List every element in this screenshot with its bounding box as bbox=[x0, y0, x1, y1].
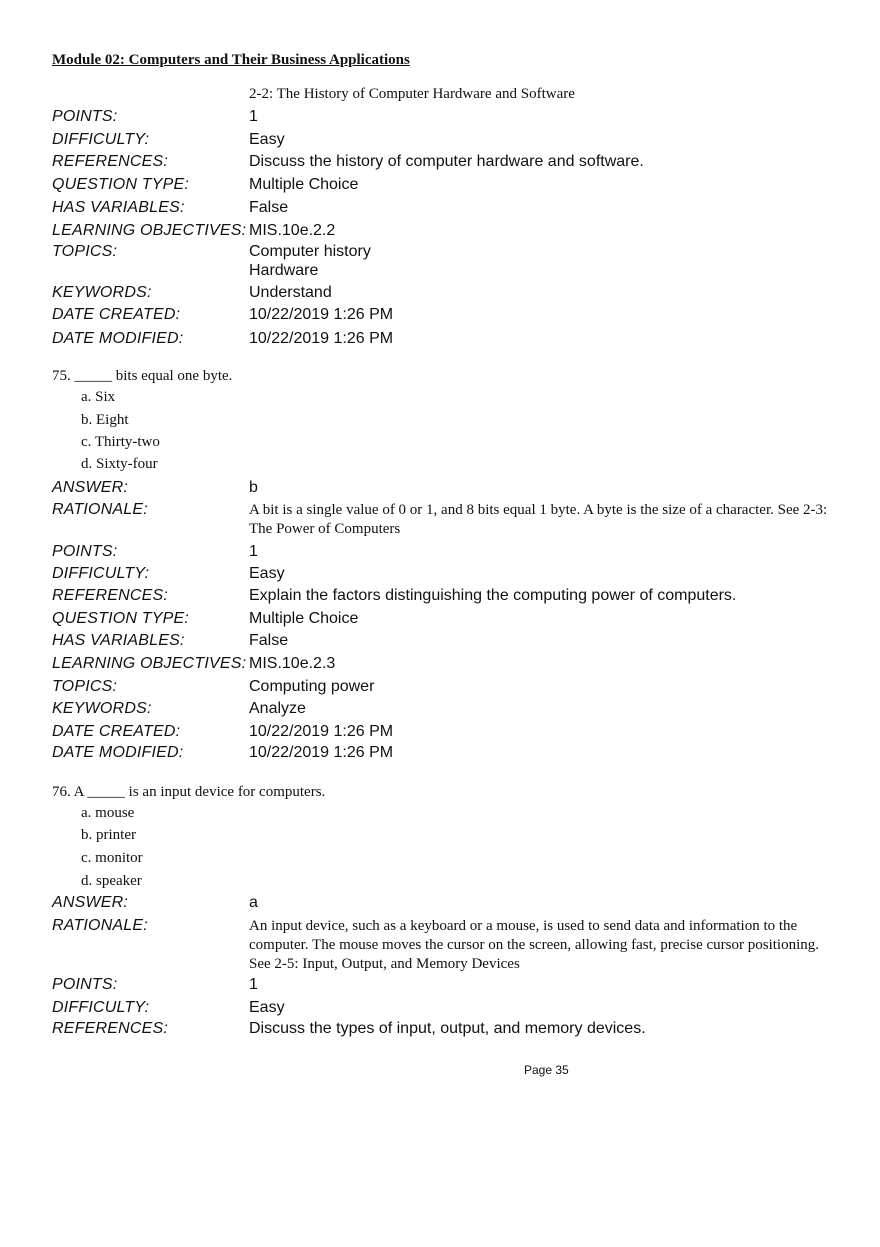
prev-topics-label: TOPICS: bbox=[52, 243, 118, 260]
prev-points-label: POINTS: bbox=[52, 108, 118, 125]
q76-rationale-label: RATIONALE: bbox=[52, 917, 148, 934]
prev-date-created-label: DATE CREATED: bbox=[52, 306, 181, 323]
q76-difficulty-label: DIFFICULTY: bbox=[52, 999, 150, 1016]
prev-references-label: REFERENCES: bbox=[52, 153, 168, 170]
prev-references-value: Discuss the history of computer hardware and software. bbox=[249, 153, 644, 170]
q75-option-d: d. Sixty-four bbox=[81, 456, 158, 472]
prev-has-variables-value: False bbox=[249, 199, 289, 216]
prev-topic-item: Computer history bbox=[249, 243, 371, 260]
q75-date-created-value: 10/22/2019 1:26 PM bbox=[249, 723, 394, 740]
page-title: Module 02: Computers and Their Business Applications bbox=[52, 52, 410, 68]
prev-rationale-tail: 2-2: The History of Computer Hardware and Software bbox=[249, 86, 575, 102]
question-76-text: 76. A _____ is an input device for computers. bbox=[52, 784, 326, 800]
q76-option-c: c. monitor bbox=[81, 850, 143, 866]
q76-points-value: 1 bbox=[249, 976, 258, 993]
q76-option-d: d. speaker bbox=[81, 873, 142, 889]
q75-topics-value: Computing power bbox=[249, 678, 375, 695]
q75-keywords-label: KEYWORDS: bbox=[52, 700, 152, 717]
prev-learning-objectives-label: LEARNING OBJECTIVES: bbox=[52, 222, 247, 239]
q75-answer-value: b bbox=[249, 479, 258, 496]
q75-question-type-label: QUESTION TYPE: bbox=[52, 610, 190, 627]
prev-learning-objectives-value: MIS.10e.2.2 bbox=[249, 222, 336, 239]
q75-option-c: c. Thirty-two bbox=[81, 434, 160, 450]
q75-option-b: b. Eight bbox=[81, 412, 129, 428]
q76-references-value: Discuss the types of input, output, and memory devices. bbox=[249, 1020, 646, 1037]
q76-references-label: REFERENCES: bbox=[52, 1020, 168, 1037]
q75-points-value: 1 bbox=[249, 543, 258, 560]
q75-answer-label: ANSWER: bbox=[52, 479, 129, 496]
q75-has-variables-value: False bbox=[249, 632, 289, 649]
q76-difficulty-value: Easy bbox=[249, 999, 285, 1016]
prev-question-type-value: Multiple Choice bbox=[249, 176, 359, 193]
q75-date-modified-label: DATE MODIFIED: bbox=[52, 744, 184, 761]
prev-keywords-value: Understand bbox=[249, 284, 332, 301]
q75-difficulty-label: DIFFICULTY: bbox=[52, 565, 150, 582]
q76-rationale-value: An input device, such as a keyboard or a mouse, is used to send data and information to the computer. The mouse moves the cursor on the screen, allowing fast, precise cursor positioning. See 2-5: Input, Output, and Memory Devices bbox=[249, 918, 819, 972]
q76-answer-label: ANSWER: bbox=[52, 894, 129, 911]
prev-difficulty-value: Easy bbox=[249, 131, 285, 148]
q75-date-modified-value: 10/22/2019 1:26 PM bbox=[249, 744, 394, 761]
prev-question-type-label: QUESTION TYPE: bbox=[52, 176, 190, 193]
q75-rationale-label: RATIONALE: bbox=[52, 501, 148, 518]
prev-has-variables-label: HAS VARIABLES: bbox=[52, 199, 185, 216]
q76-option-b: b. printer bbox=[81, 827, 136, 843]
prev-date-created-value: 10/22/2019 1:26 PM bbox=[249, 306, 394, 323]
q75-references-value: Explain the factors distinguishing the computing power of computers. bbox=[249, 587, 737, 604]
prev-date-modified-label: DATE MODIFIED: bbox=[52, 330, 184, 347]
page-number: Page 35 bbox=[524, 1063, 569, 1077]
q75-rationale-value: A bit is a single value of 0 or 1, and 8 bits equal 1 byte. A byte is the size of a character. See 2-3: The Power of Computers bbox=[249, 502, 828, 537]
q75-question-type-value: Multiple Choice bbox=[249, 610, 359, 627]
prev-points-value: 1 bbox=[249, 108, 258, 125]
q75-has-variables-label: HAS VARIABLES: bbox=[52, 632, 185, 649]
q75-topics-label: TOPICS: bbox=[52, 678, 118, 695]
q75-difficulty-value: Easy bbox=[249, 565, 285, 582]
q75-keywords-value: Analyze bbox=[249, 700, 306, 717]
q76-option-a: a. mouse bbox=[81, 805, 135, 821]
prev-date-modified-value: 10/22/2019 1:26 PM bbox=[249, 330, 394, 347]
prev-keywords-label: KEYWORDS: bbox=[52, 284, 152, 301]
q75-date-created-label: DATE CREATED: bbox=[52, 723, 181, 740]
q76-points-label: POINTS: bbox=[52, 976, 118, 993]
q76-answer-value: a bbox=[249, 894, 258, 911]
q75-points-label: POINTS: bbox=[52, 543, 118, 560]
prev-topic-item: Hardware bbox=[249, 262, 319, 279]
q75-option-a: a. Six bbox=[81, 389, 116, 405]
question-75-text: 75. _____ bits equal one byte. bbox=[52, 368, 233, 384]
q75-learning-objectives-value: MIS.10e.2.3 bbox=[249, 655, 336, 672]
q75-learning-objectives-label: LEARNING OBJECTIVES: bbox=[52, 655, 247, 672]
prev-difficulty-label: DIFFICULTY: bbox=[52, 131, 150, 148]
q75-references-label: REFERENCES: bbox=[52, 587, 168, 604]
